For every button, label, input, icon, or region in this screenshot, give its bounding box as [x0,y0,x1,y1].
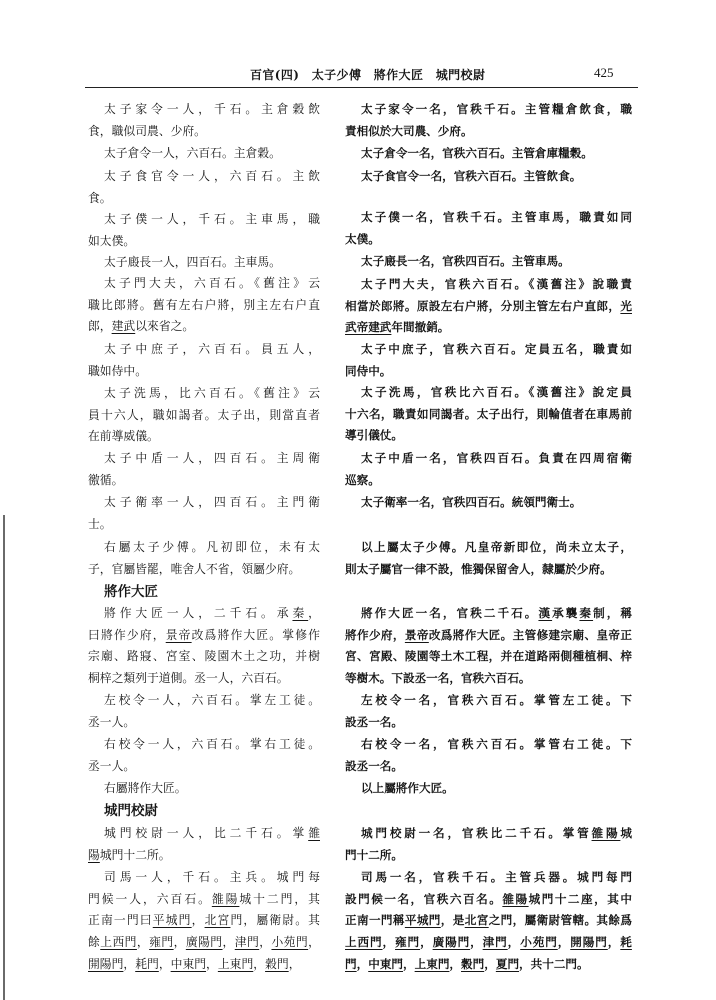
text-line: 食，職似司農、少府。 [88,123,206,138]
underlined-proper-noun: 上東門 [414,956,450,971]
text-segment: 將作少府， [345,627,405,642]
text-line: 太子廄長一名，官秩四百石。主管車馬。 [361,254,570,269]
text-line: 以上屬太子少傅。凡皇帝新即位，尚未立太子， [361,540,632,555]
text-line [88,954,320,976]
paragraph [88,143,320,165]
underlined-proper-noun: 小苑門 [520,934,558,949]
underlined-proper-noun: 廣陽門 [432,934,471,949]
text-segment: ， [403,956,415,971]
paragraph [345,778,632,800]
text-line [345,823,632,845]
text-segment: ， [123,956,136,971]
text-segment: 城門十二所。 [99,847,171,862]
text-segment: 城門十二座，其中 [528,891,632,906]
paragraph [88,273,320,338]
text-line [88,625,320,647]
text-line: 太子中庶子，六百石。員五人， [104,342,320,357]
text-line: 門十二所。 [345,847,403,862]
text-line: 太子食官令一人，六百石。主飲 [104,169,320,184]
underlined-proper-noun: 雒 [308,826,320,841]
text-line: 太子倉令一名，官秩六百石。主管倉庫糧穀。 [361,146,593,161]
paragraph [88,603,320,689]
text-segment: ， [158,956,171,971]
paragraph [88,690,320,733]
text-line: 太子中庶子，官秩六百石。定員五名，職責如 [361,342,632,357]
text-line: 右校令一名，官秩六百石。掌管右工徒。下 [361,737,632,752]
text-segment: 門，屬衛尉。其 [230,913,320,928]
underlined-proper-noun: 平城門 [152,913,192,928]
underlined-proper-noun: 穀門 [265,956,289,971]
text-line: 同侍中。 [345,363,392,378]
text-line: 太子食官令一名，官秩六百石。主管飲食。 [361,169,582,184]
underlined-proper-noun: 耗門 [135,956,159,971]
text-segment: 以來省之。 [135,319,195,334]
text-segment: 城 [620,826,632,841]
text-line: 食。 [88,190,112,205]
underlined-proper-noun: 武帝 [345,320,369,335]
underlined-proper-noun: 開陽門 [88,956,124,971]
text-line [345,603,632,625]
underlined-proper-noun: 小苑門 [271,934,309,949]
text-segment: ，共十二門。 [519,956,589,971]
text-segment: ， [420,934,433,949]
paragraph [88,867,320,975]
text-line: 徼循。 [88,472,124,487]
text-line: 則太子屬官一律不設，惟獨保留舍人，隸屬於少府。 [345,561,612,576]
text-line: 右校令一人，六百石。掌右工徒。 [104,737,320,752]
text-line: 宗廟、路寢、宮室、陵園木土之功，并樹 [88,649,320,664]
text-line: 等樹木。下設丞一名，官秩六百石。 [345,670,531,685]
text-segment: ， [288,956,301,971]
text-line [88,889,320,911]
paragraph [88,778,320,800]
underlined-proper-noun: 景帝 [404,627,429,642]
paragraph [88,448,320,491]
paragraph [345,207,632,250]
text-line: 十六名，職責如同謁者。太子出行，則輪值者在車馬前 [345,406,632,421]
underlined-proper-noun: 上西門 [100,934,137,949]
text-segment: ， [136,934,150,949]
underlined-proper-noun: 雒陽 [591,826,621,841]
underlined-proper-noun: 耗 [620,934,632,949]
text-segment: 城十二門，其 [239,891,320,906]
text-line [88,603,320,625]
text-line: 設丞一名。 [345,714,403,729]
underlined-proper-noun: 廣陽門 [185,934,223,949]
underlined-proper-noun: 光 [620,298,632,313]
text-segment: ， [308,934,320,949]
section-heading [88,800,320,822]
text-line: 以上屬將作大匠。 [361,781,454,796]
text-segment: ， [470,934,483,949]
text-segment: ， [259,934,272,949]
text-line [88,845,320,867]
running-header-title: 百官(四) 太子少傅 將作大匠 城門校尉 [250,68,486,82]
text-line: 太子家令一名，官秩千石。主管糧倉飲食，職 [361,102,632,117]
paragraph [345,143,632,165]
paragraph [345,492,632,514]
underlined-proper-noun: 平城門 [404,913,441,928]
text-line: 職比郎將。舊有左右户將，別主左右户直 [88,297,320,312]
text-line: 太子廄長一人，四百石。主車馬。 [104,255,281,270]
underlined-proper-noun: 雍門 [149,934,174,949]
paragraph [88,823,320,866]
underlined-proper-noun: 景帝 [165,627,192,642]
text-line: 太子門大夫，官秩六百石。《漢舊注》說職責 [361,277,632,292]
underlined-proper-noun: 津門 [234,934,260,949]
paragraph [345,274,632,339]
paragraph [345,166,632,188]
text-line: 丞一人。 [88,714,136,729]
underlined-proper-noun: 漢 [538,606,553,621]
text-line: 太子中盾一人，四百石。主周衛 [104,451,320,466]
paragraph [345,99,632,142]
paragraph [88,209,320,252]
text-line [88,316,320,338]
text-line [345,296,632,318]
text-segment: 城門校尉一名，官秩比二千石。掌管 [361,826,592,841]
paragraph [345,382,632,447]
paragraph [345,734,632,777]
text-segment: 將作大匠一人，二千石。承 [104,606,293,621]
text-line: 太子家令一人，千石。主倉穀飲 [104,102,320,117]
text-line: 右屬太子少傅。凡初即位，未有太 [104,540,320,555]
text-line [345,932,632,954]
underlined-proper-noun: 陽 [88,847,100,862]
paragraph [345,251,632,273]
underlined-proper-noun: 開陽門 [570,934,608,949]
underlined-proper-noun: 穀門 [461,956,485,971]
text-segment: 正南一門稱 [345,913,405,928]
text-segment: ， [173,934,186,949]
paragraph [88,537,320,580]
text-segment: ， [507,934,521,949]
section-heading [88,581,320,603]
paragraph [88,339,320,382]
paragraph [88,492,320,535]
text-segment: 曰將作少府， [88,627,166,642]
text-line: 太子門大夫，六百石。《舊注》云 [104,276,320,291]
text-segment: ， [253,956,266,971]
underlined-proper-noun: 上東門 [217,956,254,971]
text-line [345,910,632,932]
text-segment: ， [308,606,320,621]
underlined-proper-noun: 建武 [368,320,392,335]
underlined-proper-noun: 津門 [482,934,508,949]
text-segment: 相當於郎將。原設左右户將，分別主管左右户直郎， [345,298,621,313]
text-line: 太子洗馬，比六百石。《舊注》云 [104,386,320,401]
underlined-proper-noun: 北宮 [204,913,231,928]
underlined-proper-noun: 夏門 [495,956,520,971]
text-line: 太僕。 [345,231,380,246]
text-segment: 改爲將作大匠。掌修作 [191,627,320,642]
underlined-proper-noun: 建武 [111,319,136,334]
text-line: 太子洗馬，官秩比六百石。《漢舊注》說定員 [361,385,632,400]
paragraph [88,383,320,448]
paragraph [345,537,632,580]
paragraph [88,99,320,142]
page-number: 425 [594,65,614,80]
text-line: 如太僕。 [88,233,136,248]
original-text-column [88,0,320,1000]
paragraph [88,252,320,274]
paragraph [345,448,632,491]
text-line: 司馬一名，官秩千石。主管兵器。城門每門 [361,870,632,885]
text-line: 太子衛率一人，四百石。主門衛 [104,495,320,510]
text-line [88,823,320,845]
text-line: 丞一人。 [88,758,136,773]
underlined-proper-noun: 雒陽 [502,891,529,906]
text-line [345,954,632,976]
text-line: 設丞一名。 [345,758,403,773]
underlined-proper-noun: 門 [345,956,357,971]
text-segment: ， [222,934,235,949]
paragraph [345,603,632,689]
text-line [345,889,632,911]
text-segment: 城門校尉一人，比二千石。掌 [104,826,309,841]
paragraph [88,166,320,209]
text-line: 導引儀仗。 [345,428,403,443]
text-segment: 餘 [88,934,101,949]
text-segment: 年間撤銷。 [391,320,450,335]
text-line: 子，官屬皆罷，唯舍人不省，領屬少府。 [88,561,301,576]
text-line: 太子中盾一名，官秩四百石。負責在四周宿衛 [361,451,632,466]
text-line: 士。 [88,516,112,531]
underlined-proper-noun: 上西門 [345,934,383,949]
underlined-proper-noun: 北宮 [464,913,489,928]
underlined-proper-noun: 雍門 [395,934,421,949]
text-line: 司馬一人，千石。主兵。城門每 [104,870,320,885]
text-line: 巡察。 [345,472,380,487]
text-line: 太子倉令一人，六百石。主倉穀。 [104,146,281,161]
text-segment: 制，稱 [593,606,632,621]
text-line [88,910,320,932]
text-segment: ， [484,956,496,971]
text-segment: ， [356,956,369,971]
text-line: 桐梓之類列于道側。丞一人，六百石。 [88,670,289,685]
text-line [345,317,632,339]
paragraph [345,867,632,975]
paragraph [88,734,320,777]
text-line: 員十六人，職如謁者。太子出，則當直者 [88,407,320,422]
scan-edge [3,515,5,1000]
underlined-proper-noun: 秦 [292,606,309,621]
underlined-proper-noun: 中東門 [368,956,404,971]
text-line: 太子衛率一名，官秩四百石。統領門衛士。 [361,495,582,510]
paragraph [345,339,632,382]
text-segment: ， [449,956,462,971]
text-line: 太子僕一名，官秩千石。主管車馬，職責如同 [361,210,632,225]
text-segment: 承襲 [552,606,580,621]
text-segment: ， [557,934,571,949]
underlined-proper-noun: 雒陽 [211,891,240,906]
text-segment: 之門，屬衛尉管轄。其餘爲 [488,913,632,928]
text-segment: ， [206,956,218,971]
text-segment: ， [382,934,396,949]
text-segment: ， [607,934,621,949]
text-line: 職如侍中。 [88,363,147,378]
text-line: 責相似於大司農、少府。 [345,123,473,138]
text-line: 右屬將作大匠。 [104,781,187,796]
text-segment: 正南一門曰 [88,913,153,928]
translation-column [345,0,632,1000]
text-segment: ， [191,913,205,928]
text-segment: 設門候一名，官秩六百名。 [345,891,503,906]
text-line: 左校令一名，官秩六百石。掌管左工徒。下 [361,693,632,708]
text-line: 在前導威儀。 [88,429,159,444]
text-line [88,932,320,954]
text-line [345,625,632,647]
heading-text: 城門校尉 [104,803,158,819]
paragraph [345,823,632,866]
paragraph [345,690,632,733]
heading-text: 將作大匠 [104,584,158,600]
underlined-proper-noun: 秦 [579,606,594,621]
text-segment: 改爲將作大匠。主管修建宗廟、皇帝正 [428,627,632,642]
text-line: 左校令一人，六百石。掌左工徒。 [104,693,320,708]
text-segment: 將作大匠一名，官秩二千石。 [361,606,539,621]
text-line: 太子僕一人，千石。主車馬，職 [104,212,320,227]
text-segment: 郎， [88,319,112,334]
underlined-proper-noun: 中東門 [170,956,207,971]
text-segment: 門候一人，六百石。 [88,891,212,906]
text-segment: ，是 [440,913,465,928]
text-line: 宮、宮殿、陵園等土木工程，并在道路兩側種植桐、梓 [345,649,632,664]
